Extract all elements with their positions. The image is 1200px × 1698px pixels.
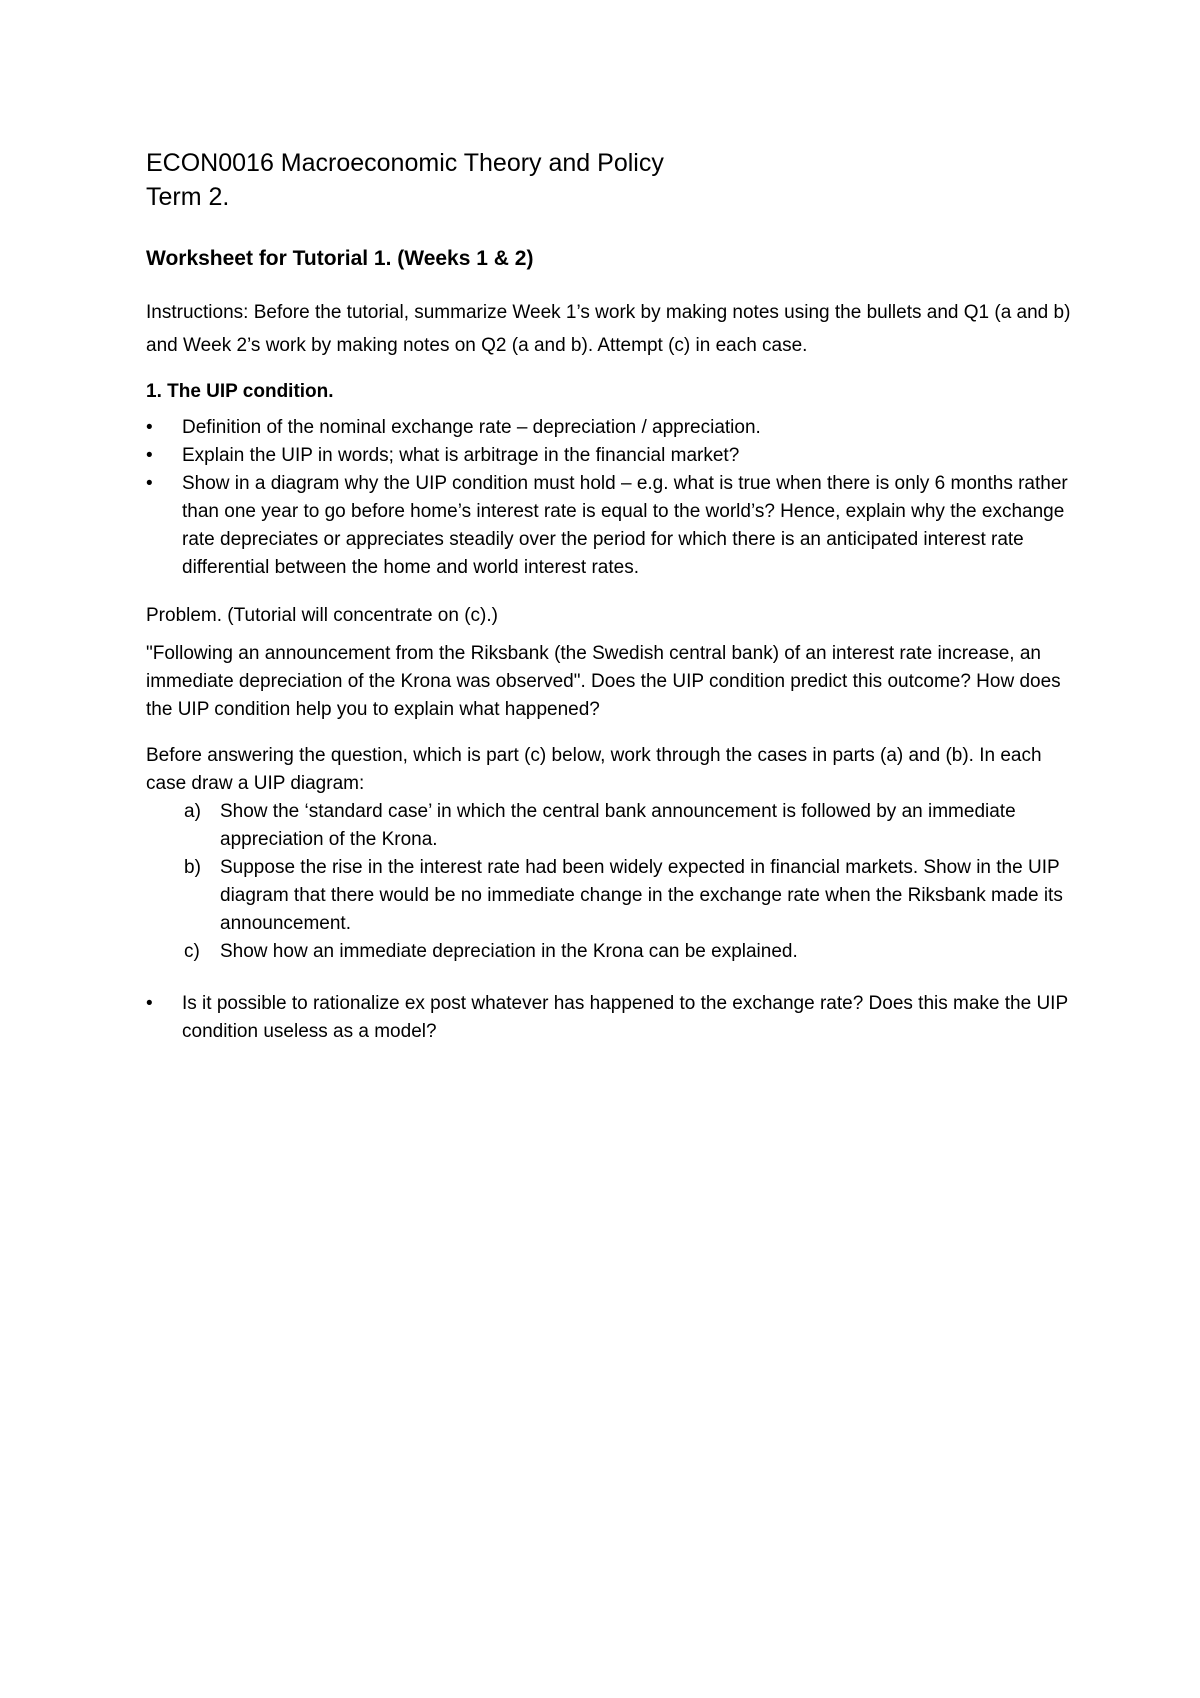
list-item: [146, 470, 1076, 582]
case-letter: c): [184, 941, 200, 962]
worksheet-title: Worksheet for Tutorial 1. (Weeks 1 & 2): [146, 247, 534, 270]
case-text: Suppose the rise in the interest rate had been widely expected in financial markets. Show in the UIP diagram that there would be no immediate change in the exchange rate when the Riksbank made its announcement.: [220, 857, 1063, 934]
bullet-text: Show in a diagram why the UIP condition must hold – e.g. what is true when there is only 6 months rather than one year to go before home’s interest rate is equal to the world’s? Hence, explain why the exchange rate depreciates or appreciates steadily over the period for which there is an anticipated interest rate differential between the home and world interest rates.: [182, 473, 1068, 578]
list-item: [146, 798, 1076, 854]
section-heading-uip: 1. The UIP condition.: [146, 381, 334, 402]
bullet-icon: •: [146, 993, 153, 1014]
case-letter: b): [184, 857, 201, 878]
bullet-text: Definition of the nominal exchange rate – depreciation / appreciation.: [182, 417, 761, 438]
list-item: [146, 854, 1076, 938]
bullet-text: Is it possible to rationalize ex post whatever has happened to the exchange rate? Does this make the UIP condition useless as a model?: [182, 993, 1068, 1042]
list-item: [146, 414, 1076, 442]
problem-label: Problem. (Tutorial will concentrate on (c).): [146, 605, 498, 626]
list-item: [146, 442, 1076, 470]
list-item: [146, 990, 1076, 1046]
list-item: [146, 938, 1076, 966]
bullet-text: Explain the UIP in words; what is arbitrage in the financial market?: [182, 445, 740, 466]
instructions-paragraph: Instructions: Before the tutorial, summarize Week 1’s work by making notes using the bullets and Q1 (a and b) and Week 2’s work by making notes on Q2 (a and b). Attempt (c) in each case.: [146, 302, 1071, 356]
uip-bullet-list: [146, 414, 1076, 582]
bullet-icon: •: [146, 445, 153, 466]
term-label: Term 2.: [146, 183, 230, 211]
problem-quote: "Following an announcement from the Riksbank (the Swedish central bank) of an interest rate increase, an immediate depreciation of the Krona was observed". Does the UIP condition predict this outcome? How does the UIP condition help you to explain what happened?: [146, 643, 1061, 720]
case-text: Show how an immediate depreciation in the Krona can be explained.: [220, 941, 798, 962]
bullet-icon: •: [146, 473, 153, 494]
course-title: ECON0016 Macroeconomic Theory and Policy: [146, 149, 664, 177]
before-answering-text: Before answering the question, which is part (c) below, work through the cases in parts (a) and (b). In each case draw a UIP diagram:: [146, 745, 1042, 794]
document-content: [146, 146, 1076, 1046]
bullet-icon: •: [146, 417, 153, 438]
case-text: Show the ‘standard case’ in which the central bank announcement is followed by an immediate appreciation of the Krona.: [220, 801, 1016, 850]
final-bullet-list: [146, 990, 1076, 1046]
case-letter: a): [184, 801, 201, 822]
case-list: [146, 798, 1076, 966]
